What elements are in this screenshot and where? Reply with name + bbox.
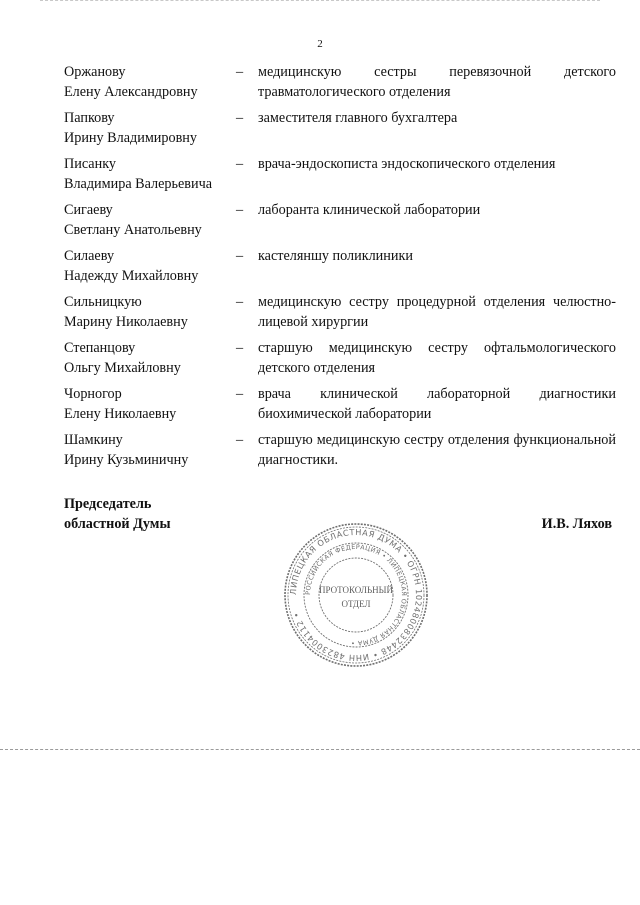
list-item	[64, 292, 616, 332]
person-surname: Шамкину	[64, 432, 123, 448]
person-given-names: Владимира Валерьевича	[64, 176, 213, 192]
scan-page-edge	[0, 749, 640, 750]
list-item	[64, 430, 616, 470]
list-item	[64, 384, 616, 424]
list-item	[64, 154, 616, 194]
person-surname: Писанку	[64, 156, 116, 172]
page-number: 2	[317, 38, 323, 50]
appointment-list	[64, 62, 616, 476]
person-position: лаборанта клинической лаборатории	[258, 202, 481, 218]
seal-inner-ring	[319, 558, 393, 632]
seal-inner-ring-text-path: РОССИЙСКАЯ ФЕДЕРАЦИЯ • ЛИПЕЦКАЯ ОБЛАСТНАЯ ДУМА •	[303, 542, 409, 648]
signatory-title-line-1: Председатель	[64, 496, 152, 512]
dash: –	[236, 202, 244, 218]
person-position: старшую медицинскую сестру офтальмологического детского отделения	[258, 340, 616, 376]
dash: –	[236, 386, 244, 402]
person-name	[64, 200, 236, 240]
dash: –	[236, 432, 244, 448]
person-surname: Оржанову	[64, 64, 126, 80]
person-given-names: Надежду Михайловну	[64, 268, 199, 284]
seal-ring-text-path: ЛИПЕЦКАЯ ОБЛАСТНАЯ ДУМА • ОГРН 1024800832448 • ИНН 4823004112 •	[287, 526, 425, 664]
official-seal	[281, 520, 431, 670]
person-name	[64, 62, 236, 102]
list-item	[64, 108, 616, 148]
list-item	[64, 200, 616, 240]
person-given-names: Марину Николаевну	[64, 314, 188, 330]
person-name	[64, 246, 236, 286]
person-given-names: Ирину Владимировну	[64, 130, 197, 146]
scan-edge-top	[40, 0, 600, 1]
signatory-name: И.В. Ляхов	[541, 516, 612, 532]
person-name	[64, 292, 236, 332]
person-surname: Сигаеву	[64, 202, 113, 218]
person-position: врача-эндоскописта эндоскопического отделения	[258, 156, 556, 172]
person-name	[64, 108, 236, 148]
person-surname: Сильницкую	[64, 294, 142, 310]
person-position: врача клинической лабораторной диагностики биохимической лаборатории	[258, 386, 616, 422]
person-position: медицинскую сестры перевязочной детского травматологического отделения	[258, 64, 616, 100]
seal-center-line-2: ОТДЕЛ	[341, 599, 371, 609]
seal-center-line-1: ПРОТОКОЛЬНЫЙ	[319, 585, 393, 595]
person-surname: Папкову	[64, 110, 115, 126]
dash: –	[236, 248, 244, 264]
signatory-title-line-2: областной Думы	[64, 516, 171, 532]
person-given-names: Светлану Анатольевну	[64, 222, 202, 238]
person-surname: Силаеву	[64, 248, 115, 264]
person-given-names: Елену Александровну	[64, 84, 198, 100]
person-given-names: Ольгу Михайловну	[64, 360, 181, 376]
list-item	[64, 62, 616, 102]
person-position: кастеляншу поликлиники	[258, 248, 413, 264]
dash: –	[236, 64, 244, 80]
person-name	[64, 154, 236, 194]
person-given-names: Ирину Кузьминичну	[64, 452, 189, 468]
person-position: старшую медицинскую сестру отделения функциональной диагностики.	[258, 432, 616, 468]
list-item	[64, 246, 616, 286]
dash: –	[236, 294, 244, 310]
list-item	[64, 338, 616, 378]
person-surname: Чорногор	[64, 386, 122, 402]
person-position: заместителя главного бухгалтера	[258, 110, 458, 126]
person-name	[64, 384, 236, 424]
person-given-names: Елену Николаевну	[64, 406, 177, 422]
person-position: медицинскую сестру процедурной отделения челюстно-лицевой хирургии	[258, 294, 616, 330]
person-surname: Степанцову	[64, 340, 136, 356]
dash: –	[236, 340, 244, 356]
person-name	[64, 338, 236, 378]
dash: –	[236, 156, 244, 172]
person-name	[64, 430, 236, 470]
dash: –	[236, 110, 244, 126]
